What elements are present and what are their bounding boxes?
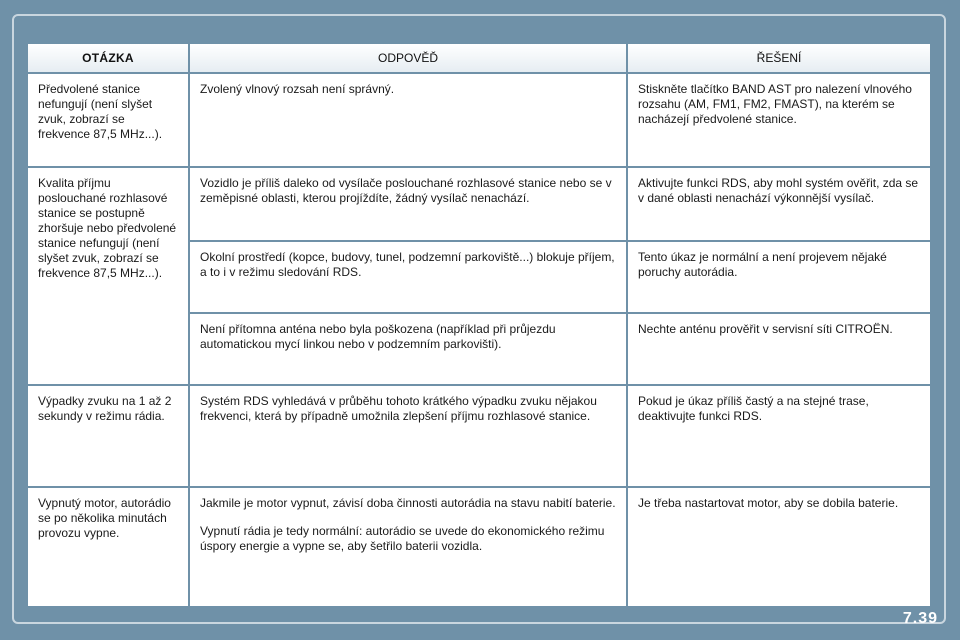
row4-answer: [190, 488, 626, 606]
row2b-answer: [190, 242, 626, 312]
solution-text: Je třeba nastartovat motor, aby se dobila baterie.: [638, 496, 899, 510]
question-text: Vypnutý motor, autorádio se po několika minutách provozu vypne.: [38, 496, 171, 540]
solution-text: Aktivujte funkci RDS, aby mohl systém ověřit, zda se v dané oblasti nenachází výkonnější vysílač.: [638, 176, 919, 205]
row2a-solution: [628, 168, 930, 240]
question-text: Kvalita příjmu poslouchané rozhlasové stanice se postupně zhoršuje nebo předvolené stanice nefungují (není slyšet zvuk, zobrazí se frekvence 87,5 MHz...).: [38, 176, 177, 280]
solution-text: Tento úkaz je normální a není projevem nějaké poruchy autorádia.: [638, 250, 887, 279]
answer-text: Systém RDS vyhledává v průběhu tohoto krátkého výpadku zvuku nějakou frekvenci, která by případně umožnila zlepšení příjmu rozhlasové stanice.: [200, 394, 597, 423]
answer-text: Jakmile je motor vypnut, závisí doba činnosti autorádia na stavu nabití baterie.: [200, 496, 616, 510]
question-text: Předvolené stanice nefungují (není slyšet zvuk, zobrazí se frekvence 87,5 MHz...).: [38, 82, 163, 141]
answer-text: Okolní prostředí (kopce, budovy, tunel, podzemní parkoviště...) blokuje příjem, a to i v režimu sledování RDS.: [200, 250, 615, 279]
row3-solution: [628, 386, 930, 486]
row3-question: [28, 386, 188, 486]
page-number: 7.39: [902, 610, 938, 627]
solution-text: Pokud je úkaz příliš častý a na stejné trase, deaktivujte funkci RDS.: [638, 394, 869, 423]
row2c-solution: [628, 314, 930, 384]
row4-question: [28, 488, 188, 606]
answer-text: Vypnutí rádia je tedy normální: autorádio se uvede do ekonomického režimu úspory energie a vypne se, aby šetřilo baterii vozidla.: [200, 524, 605, 553]
row4-solution: [628, 488, 930, 606]
row2-question: [28, 168, 188, 384]
row1-answer: [190, 74, 626, 166]
answer-text: Vozidlo je příliš daleko od vysílače poslouchané rozhlasové stanice nebo se v zeměpisné oblasti, kterou projíždíte, žádný vysílač nenachází.: [200, 176, 612, 205]
question-text: Výpadky zvuku na 1 až 2 sekundy v režimu rádia.: [38, 394, 172, 423]
row2a-answer: [190, 168, 626, 240]
row1-question: [28, 74, 188, 166]
row1-solution: [628, 74, 930, 166]
solution-text: Nechte anténu prověřit v servisní síti CITROËN.: [638, 322, 893, 336]
header-solution: ŘEŠENÍ: [628, 44, 930, 72]
header-answer: ODPOVĚĎ: [190, 44, 626, 72]
faq-table: [28, 44, 930, 606]
row3-answer: [190, 386, 626, 486]
solution-text: Stiskněte tlačítko BAND AST pro nalezení vlnového rozsahu (AM, FM1, FM2, FMAST), na kterém se nacházejí předvolené stanice.: [638, 82, 912, 126]
row2b-solution: [628, 242, 930, 312]
row2c-answer: [190, 314, 626, 384]
answer-text: Zvolený vlnový rozsah není správný.: [200, 82, 395, 96]
header-question: OTÁZKA: [28, 44, 188, 72]
answer-text: Není přítomna anténa nebo byla poškozena (například při průjezdu automatickou mycí linkou nebo v podzemním parkovišti).: [200, 322, 556, 351]
